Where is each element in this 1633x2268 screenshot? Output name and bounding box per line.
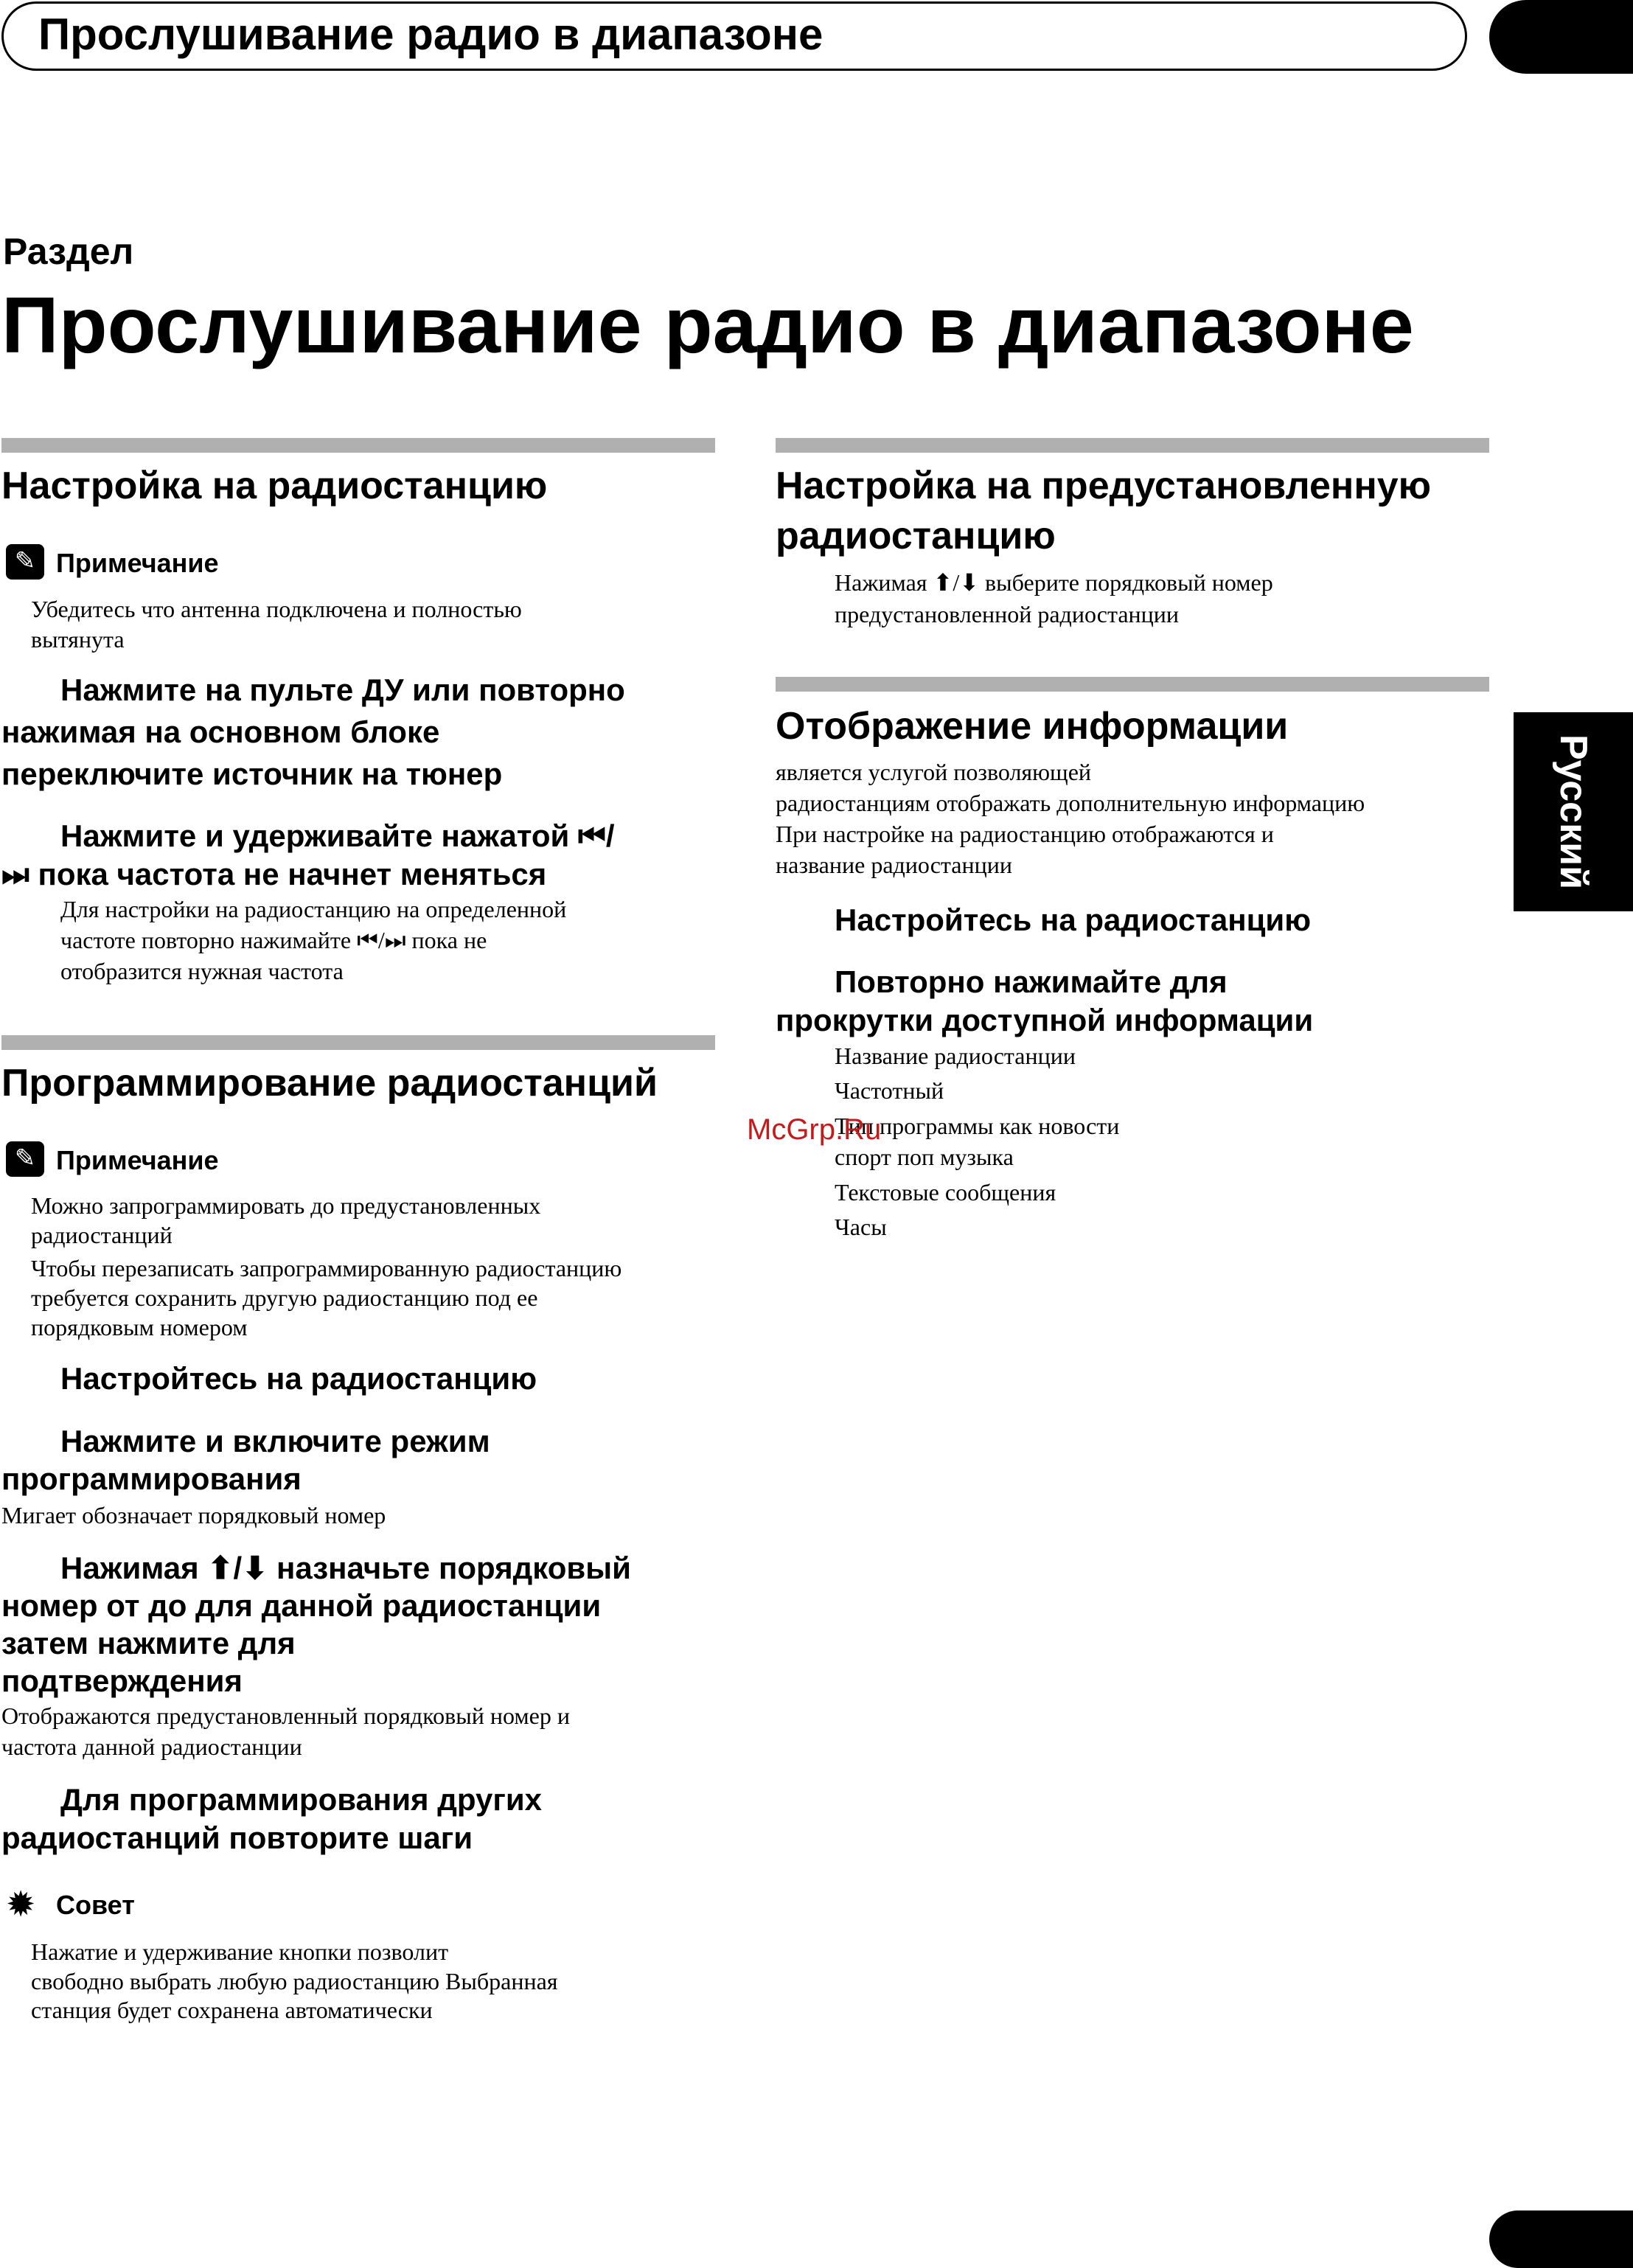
body-line: радиостанциям отображать дополнительную информацию bbox=[776, 790, 1365, 816]
language-tab-text: Русский bbox=[1552, 734, 1595, 890]
step-text: подтверждения bbox=[1, 1663, 243, 1698]
body-line: название радиостанции bbox=[776, 852, 1012, 878]
body-line: При настройке на радиостанцию отображаются и bbox=[776, 821, 1274, 847]
step-text: затем нажмите для bbox=[1, 1626, 296, 1660]
note-line: Убедитесь что антенна подключена и полностью bbox=[31, 596, 522, 622]
tip-line: свободно выбрать любую радиостанцию Выбранная bbox=[31, 1968, 558, 1994]
body-line: отобразится нужная частота bbox=[60, 958, 344, 984]
body-line: Мигает обозначает порядковый номер bbox=[1, 1502, 386, 1528]
section-divider bbox=[776, 438, 1489, 453]
step-text: переключите источник на тюнер bbox=[1, 756, 503, 791]
note-title: Примечание bbox=[56, 548, 219, 578]
tip-icon: ✹ bbox=[6, 1885, 36, 1924]
list-item: Тип программы как новости bbox=[835, 1113, 1120, 1139]
watermark: McGrp.Ru bbox=[747, 1113, 882, 1146]
note-line: вытянута bbox=[31, 626, 125, 653]
list-item: Текстовые сообщения bbox=[835, 1179, 1056, 1206]
step-text: Для программирования других bbox=[60, 1782, 543, 1817]
list-item: Частотный bbox=[835, 1077, 944, 1104]
header-title: Прослушивание радио в диапазоне bbox=[38, 10, 824, 59]
step-text: Нажмите и включите режим bbox=[60, 1424, 490, 1458]
body-line: предустановленной радиостанции bbox=[835, 601, 1180, 627]
section-divider bbox=[1, 1035, 715, 1050]
body-line: является услугой позволяющей bbox=[776, 759, 1092, 785]
page-number-tab bbox=[1489, 2210, 1633, 2268]
chapter-number-tab bbox=[1489, 0, 1633, 74]
body-line: частота данной радиостанции bbox=[1, 1733, 302, 1760]
step-text: Настройтесь на радиостанцию bbox=[60, 1361, 537, 1396]
chapter-label: Раздел bbox=[3, 231, 134, 272]
note-line: радиостанций bbox=[31, 1222, 173, 1248]
body-line: частоте повторно нажимайте ⏮/⏭ пока не bbox=[60, 927, 487, 953]
step-text: Настройтесь на радиостанцию bbox=[835, 902, 1312, 937]
step-text: Нажмите на пульте ДУ или повторно bbox=[60, 672, 625, 707]
step-text: ⏭ пока частота не начнет меняться bbox=[1, 857, 547, 891]
step-text: радиостанций повторите шаги bbox=[1, 1820, 473, 1855]
step-text: Нажимая ⬆/⬇ назначьте порядковый bbox=[60, 1551, 631, 1585]
note-pencil-icon: ✎ bbox=[6, 1141, 44, 1177]
tip-line: станция будет сохранена автоматически bbox=[31, 1997, 433, 2023]
note-title: Примечание bbox=[56, 1145, 219, 1175]
section-heading-display: Отображение информации bbox=[776, 705, 1289, 748]
list-item: Название радиостанции bbox=[835, 1043, 1076, 1069]
language-tab-label bbox=[1514, 712, 1633, 911]
step-text: номер от до для данной радиостанции bbox=[1, 1588, 602, 1623]
note-pencil-icon: ✎ bbox=[6, 544, 44, 580]
note-line: Можно запрограммировать до предустановленных bbox=[31, 1192, 541, 1219]
section-heading-preset: Настройка на предустановленную bbox=[776, 465, 1432, 507]
section-divider bbox=[1, 438, 715, 453]
section-heading-programming: Программирование радиостанций bbox=[1, 1062, 658, 1105]
list-item: спорт поп музыка bbox=[835, 1144, 1014, 1170]
step-text: Нажмите и удерживайте нажатой ⏮/ bbox=[60, 818, 615, 853]
step-text: Повторно нажимайте для bbox=[835, 964, 1228, 999]
step-text: прокрутки доступной информации bbox=[776, 1003, 1314, 1037]
note-line: Чтобы перезаписать запрограммированную радиостанцию bbox=[31, 1255, 622, 1281]
note-line: требуется сохранить другую радиостанцию под ее bbox=[31, 1284, 538, 1311]
step-text: нажимая на основном блоке bbox=[1, 714, 440, 749]
section-divider bbox=[776, 677, 1489, 692]
body-line: Для настройки на радиостанцию на определенной bbox=[60, 896, 567, 922]
section-heading-tuning: Настройка на радиостанцию bbox=[1, 465, 548, 507]
body-line: Отображаются предустановленный порядковый номер и bbox=[1, 1702, 570, 1729]
step-text: программирования bbox=[1, 1461, 302, 1496]
section-heading-preset: радиостанцию bbox=[776, 515, 1056, 557]
list-item: Часы bbox=[835, 1214, 887, 1240]
note-line: порядковым номером bbox=[31, 1314, 248, 1340]
tip-title: Совет bbox=[56, 1890, 135, 1920]
body-line: Нажимая ⬆/⬇ выберите порядковый номер bbox=[835, 569, 1273, 596]
tip-line: Нажатие и удерживание кнопки позволит bbox=[31, 1938, 449, 1965]
chapter-title: Прослушивание радио в диапазоне bbox=[1, 280, 1414, 369]
